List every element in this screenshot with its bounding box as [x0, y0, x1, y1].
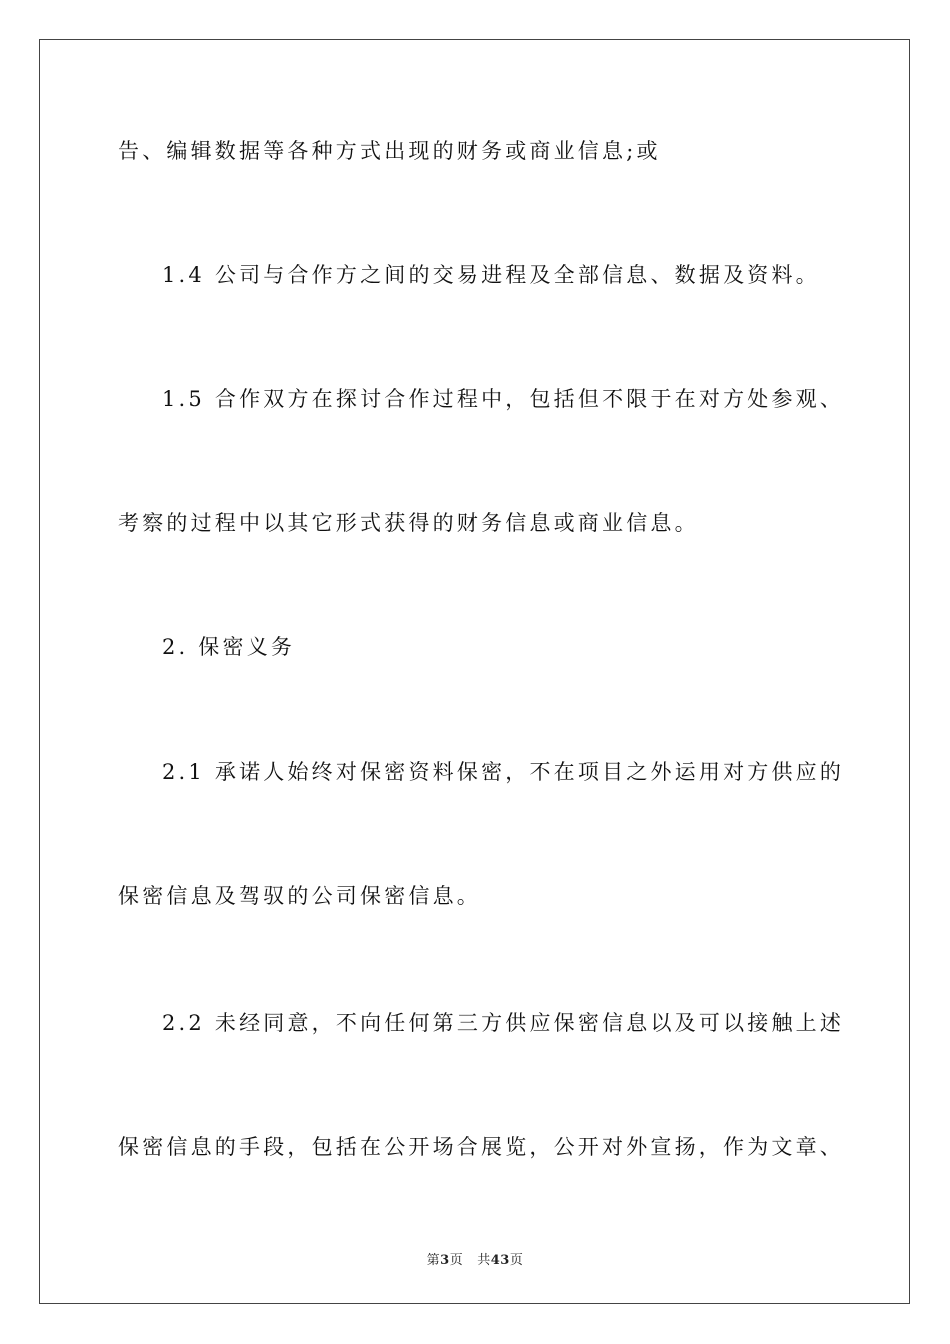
section-heading: 2. 保密义务	[162, 635, 296, 659]
footer-page-suffix: 页	[449, 1253, 464, 1268]
footer-page-prefix: 第	[426, 1253, 441, 1268]
paragraph-line-4: 考察的过程中以其它形式获得的财务信息或商业信息。	[118, 511, 699, 535]
footer-total-suffix: 页	[509, 1253, 524, 1268]
paragraph-line-1: 告、编辑数据等各种方式出现的财务或商业信息;或	[118, 139, 661, 163]
footer-total-prefix: 共	[477, 1253, 491, 1268]
paragraph-line-3: 1.5 合作双方在探讨合作过程中，包括但不限于在对方处参观、	[162, 387, 845, 411]
paragraph-line-6: 2.1 承诺人始终对保密资料保密，不在项目之外运用对方供应的	[162, 760, 845, 784]
paragraph-line-8: 2.2 未经同意，不向任何第三方供应保密信息以及可以接触上述	[162, 1011, 845, 1035]
footer-total-pages: 43	[490, 1253, 510, 1268]
paragraph-line-7: 保密信息及驾驭的公司保密信息。	[118, 884, 481, 908]
page-footer	[0, 1249, 950, 1268]
paragraph-line-9: 保密信息的手段，包括在公开场合展览，公开对外宣扬，作为文章、	[118, 1135, 844, 1159]
page-border	[39, 39, 910, 1304]
paragraph-line-2: 1.4 公司与合作方之间的交易进程及全部信息、数据及资料。	[162, 263, 820, 287]
footer-page-number: 3	[440, 1253, 450, 1268]
